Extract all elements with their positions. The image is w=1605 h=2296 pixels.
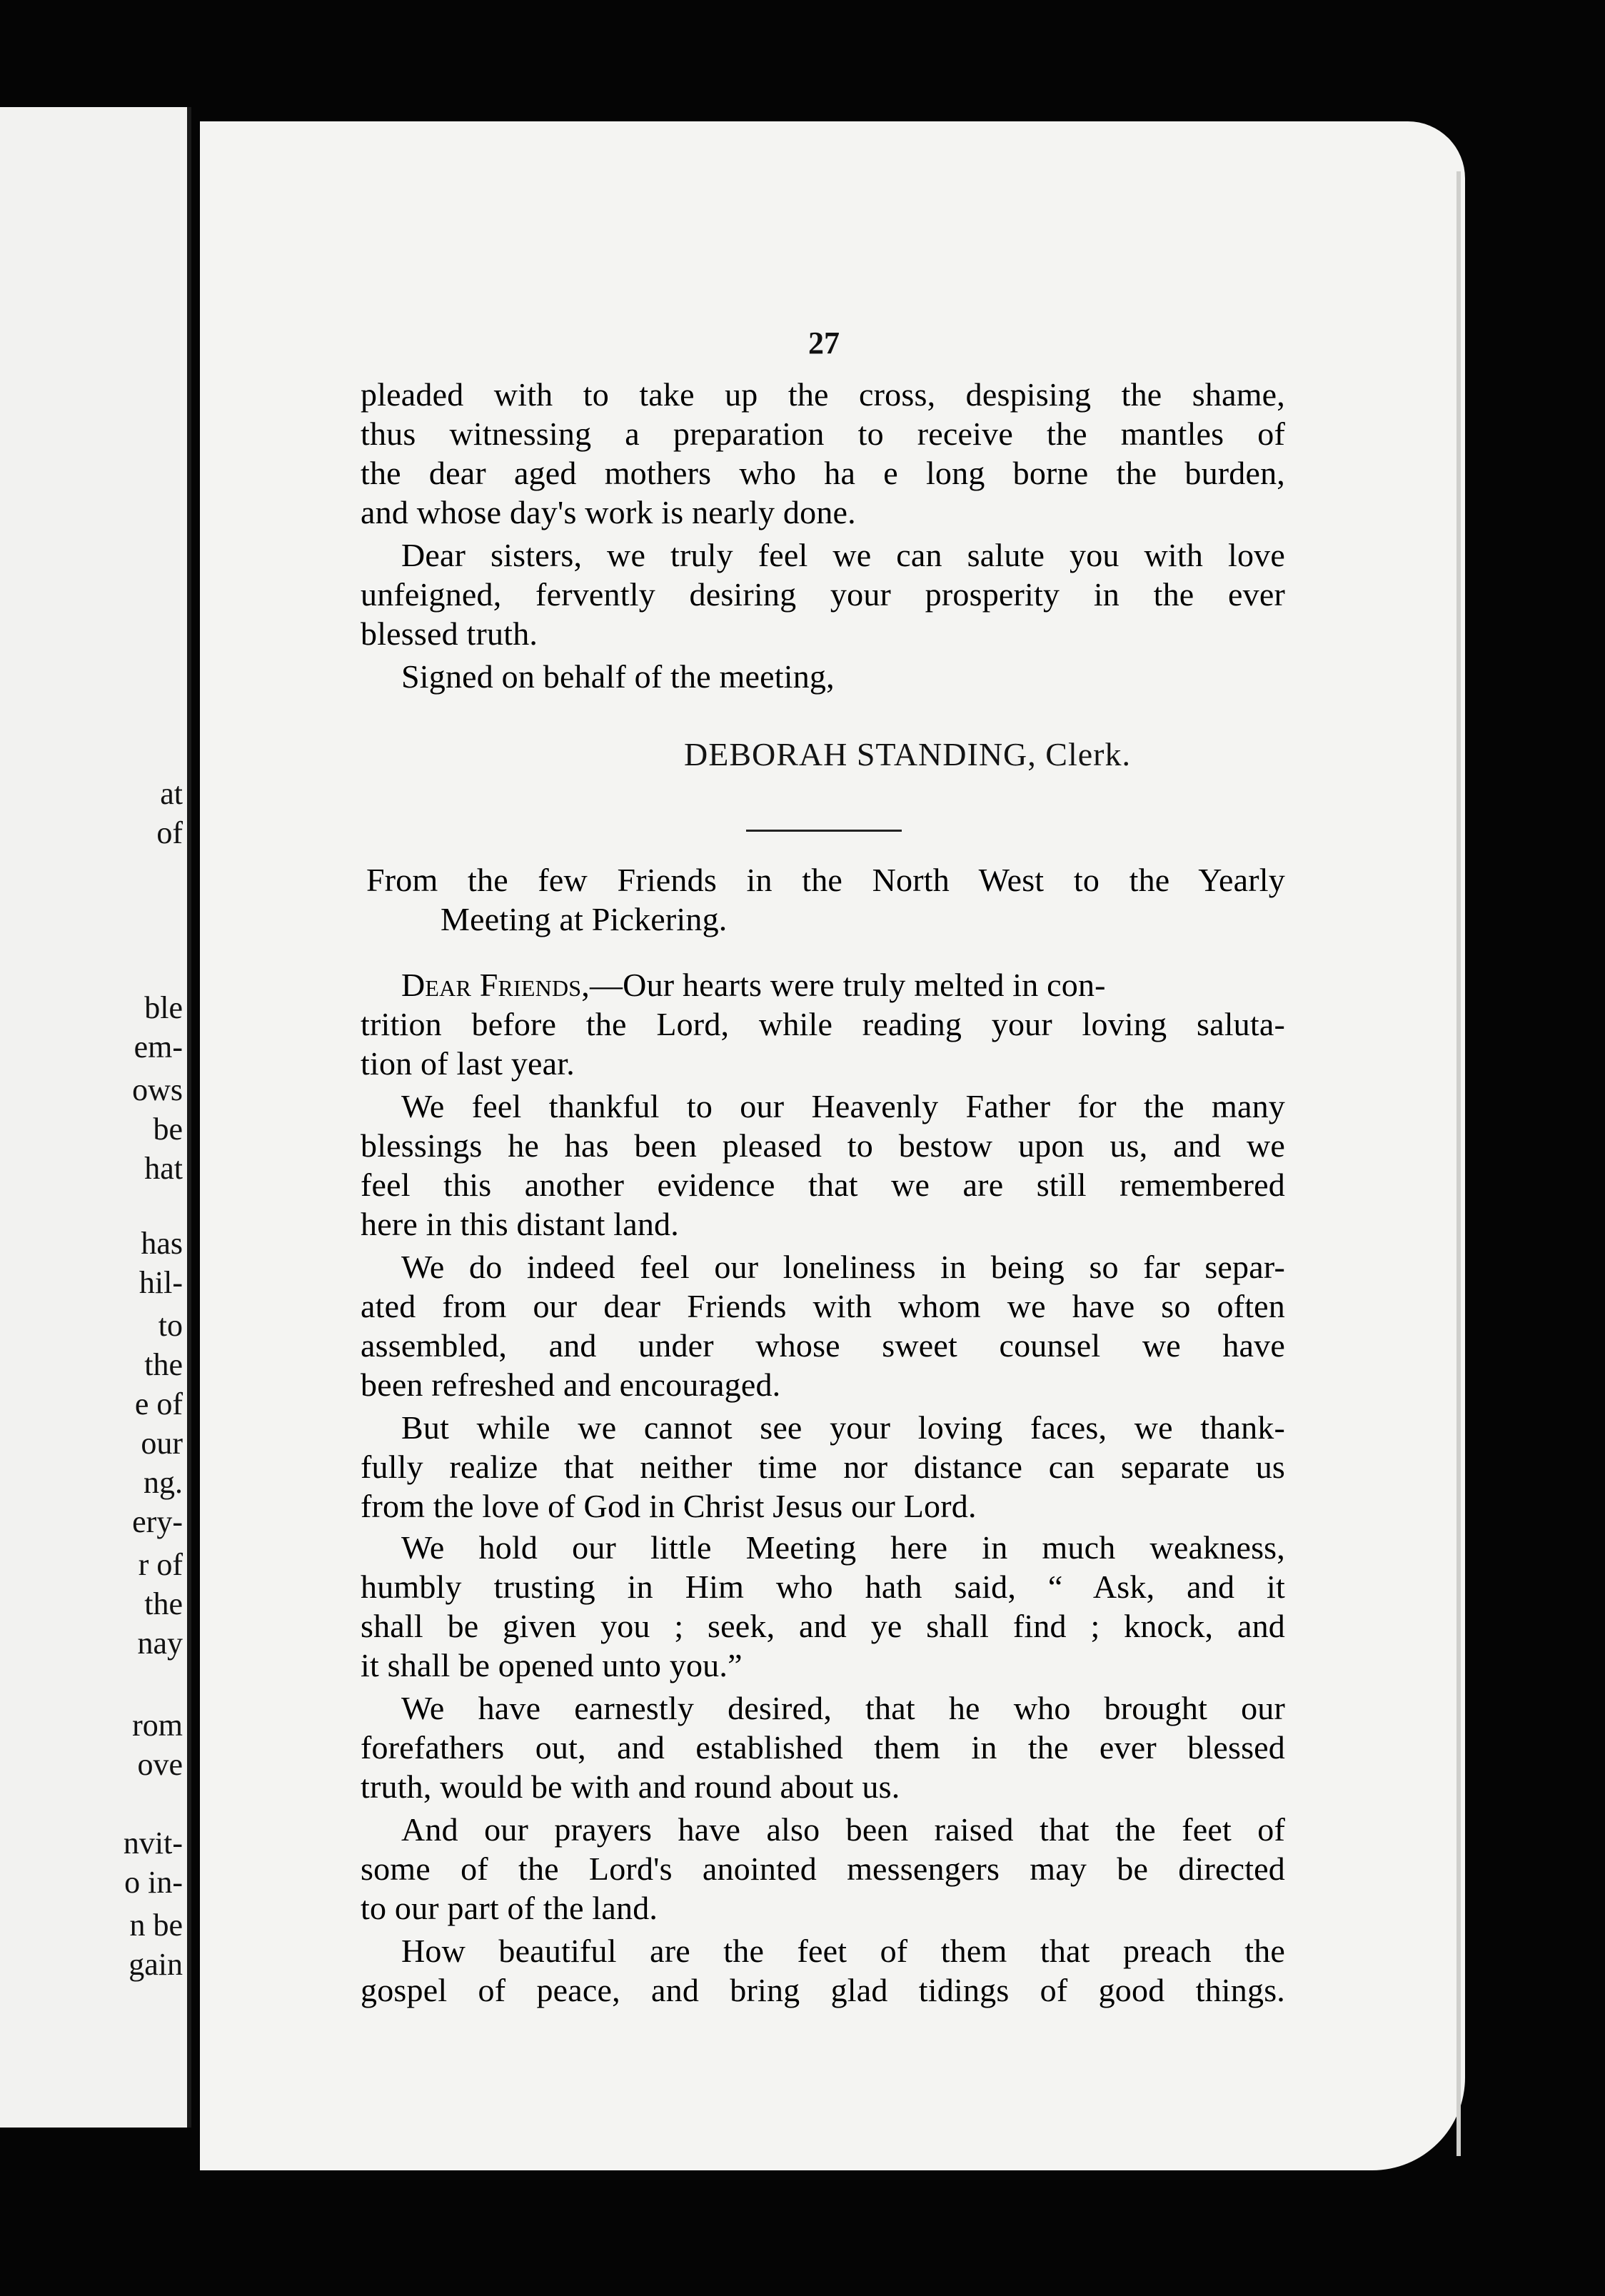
page-edge [1456, 171, 1461, 2156]
left-page-text-fragment: ble [144, 990, 183, 1025]
page-number: 27 [808, 326, 840, 361]
left-page-text-fragment: ows [132, 1072, 183, 1107]
text-line: it shall be opened unto you.” [361, 1647, 743, 1683]
text-line: blessed truth. [361, 615, 538, 652]
text-line: We hold our little Meeting here in much weakness, [401, 1529, 1285, 1566]
text-line: humbly trusting in Him who hath said, “ Ask, and it [361, 1569, 1285, 1605]
left-page-text-fragment: has [141, 1226, 183, 1261]
left-page-text-fragment: ove [137, 1747, 183, 1782]
left-page-text-fragment: ng. [144, 1465, 183, 1500]
left-page-fragment [0, 107, 191, 2128]
left-page-text-fragment: of [156, 815, 183, 850]
text-line: truth, would be with and round about us. [361, 1768, 900, 1805]
text-line: Signed on behalf of the meeting, [401, 658, 835, 695]
salutation-line [401, 969, 1285, 1002]
text-line: thus witnessing a preparation to receive the mantles of [361, 416, 1285, 452]
signature-line: DEBORAH STANDING, Clerk. [684, 736, 1131, 772]
left-page-text-fragment: to [158, 1308, 183, 1343]
left-page-text-fragment: n be [129, 1908, 183, 1943]
text-line: But while we cannot see your loving faces, we thank- [401, 1409, 1285, 1446]
left-page-text-fragment: at [160, 776, 183, 811]
left-page-text-fragment: r of [138, 1547, 183, 1582]
left-page-text-fragment: our [141, 1426, 183, 1461]
text-line: and whose day's work is nearly done. [361, 494, 856, 530]
text-line: shall be given you ; seek, and ye shall find ; knock, and [361, 1608, 1285, 1644]
left-page-text-fragment: the [144, 1347, 183, 1382]
text-line: gospel of peace, and bring glad tidings of good things. [361, 1972, 1285, 2008]
left-page-text-fragment: nvit- [123, 1826, 183, 1861]
text-line: here in this distant land. [361, 1206, 679, 1242]
left-page-text-fragment: rom [132, 1708, 183, 1743]
text-line: been refreshed and encouraged. [361, 1366, 781, 1403]
text-line: blessings he has been pleased to bestow upon us, and we [361, 1127, 1285, 1164]
text-line: fully realize that neither time nor distance can separate us [361, 1449, 1285, 1485]
left-page-text-fragment: the [144, 1586, 183, 1621]
text-line: trition before the Lord, while reading your loving saluta- [361, 1006, 1285, 1042]
text-line: Dear sisters, we truly feel we can salute you with love [401, 537, 1285, 573]
text-line: unfeigned, fervently desiring your prosperity in the ever [361, 576, 1285, 613]
section-divider [746, 830, 902, 832]
text-line: Meeting at Pickering. [441, 901, 728, 937]
left-page-text-fragment: ery- [132, 1504, 183, 1539]
text-line: pleaded with to take up the cross, despising the shame, [361, 376, 1285, 413]
text-line: some of the Lord's anointed messengers may be directed [361, 1851, 1285, 1887]
left-page-text-fragment: hil- [139, 1265, 183, 1300]
text-line: We feel thankful to our Heavenly Father for the many [401, 1088, 1285, 1124]
text-line: the dear aged mothers who ha e long borne the burden, [361, 455, 1285, 491]
text-line: from the love of God in Christ Jesus our Lord. [361, 1488, 977, 1524]
text-line: From the few Friends in the North West to the Yearly [366, 862, 1285, 898]
text-line: We have earnestly desired, that he who brought our [401, 1690, 1285, 1726]
left-page-text-fragment: hat [144, 1151, 183, 1186]
text-line: tion of last year. [361, 1045, 575, 1082]
left-page-text-fragment: gain [129, 1947, 183, 1982]
text-line: forefathers out, and established them in the ever blessed [361, 1729, 1285, 1766]
text-line: And our prayers have also been raised that the feet of [401, 1811, 1285, 1848]
salutation: Dear Friends, [401, 967, 590, 1003]
text-line: How beautiful are the feet of them that preach the [401, 1933, 1285, 1969]
salutation-continuation: —Our hearts were truly melted in con- [589, 967, 1106, 1003]
left-page-text-fragment: em- [134, 1029, 183, 1064]
text-line: feel this another evidence that we are still remembered [361, 1167, 1285, 1203]
left-page-text-fragment: o in- [124, 1865, 183, 1900]
left-page-text-fragment: e of [134, 1386, 183, 1421]
text-line: to our part of the land. [361, 1890, 658, 1926]
text-line: ated from our dear Friends with whom we have so often [361, 1288, 1285, 1324]
text-line: We do indeed feel our loneliness in being so far separ- [401, 1249, 1285, 1285]
text-line: assembled, and under whose sweet counsel we have [361, 1327, 1285, 1364]
left-page-text-fragment: be [153, 1112, 183, 1147]
left-page-text-fragment: nay [137, 1626, 183, 1661]
